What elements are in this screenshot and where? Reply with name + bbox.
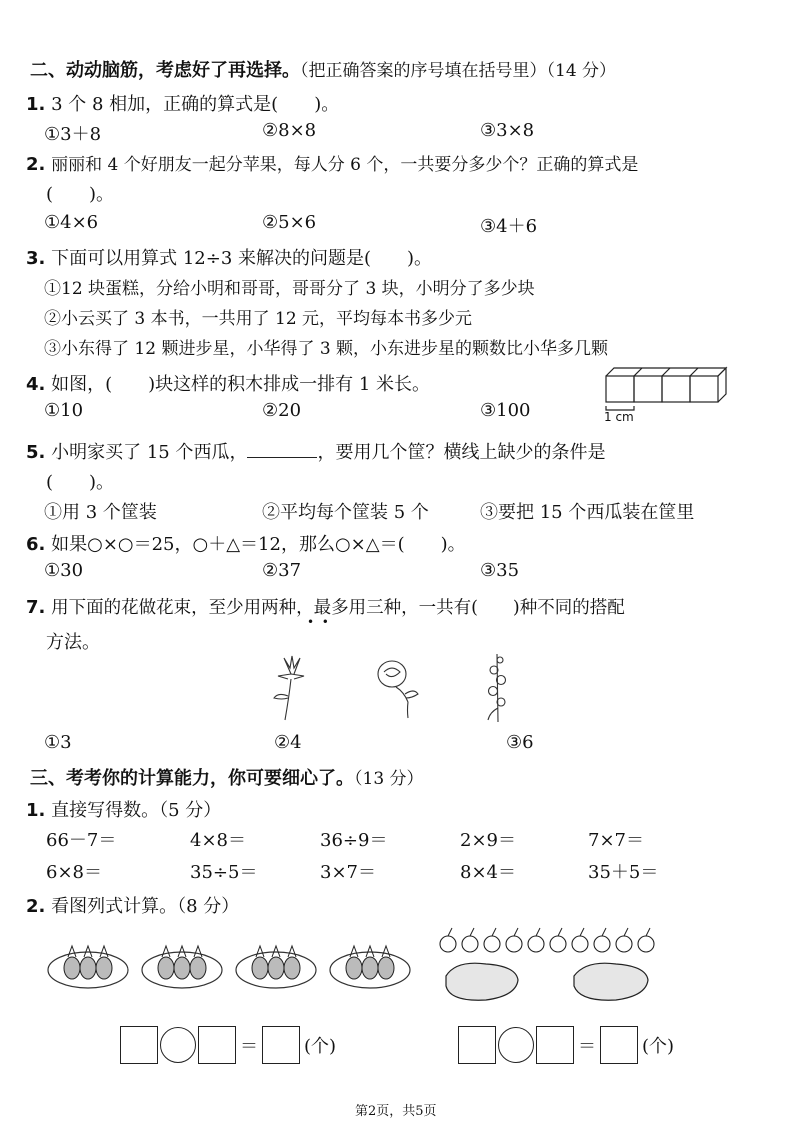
option-b: ②5×6 <box>262 212 317 233</box>
calc-item: 3×7＝ <box>320 862 376 883</box>
option-c: ③4＋6 <box>480 216 538 237</box>
option-c: ③100 <box>480 400 531 421</box>
answer-box[interactable] <box>458 1026 496 1064</box>
calc-item: 4×8＝ <box>190 830 246 851</box>
question-number: 5. <box>26 442 46 463</box>
question-number: 7. <box>26 597 46 618</box>
question-text-part1: 小明家买了 15 个西瓜， <box>51 442 248 463</box>
question-text: 下面可以用算式 12÷3 来解决的问题是( )。 <box>51 248 433 269</box>
option-b: ②8×8 <box>262 120 317 141</box>
unit-label: (个) <box>642 1036 675 1057</box>
fill-blank-line <box>247 443 317 458</box>
question-1 <box>26 90 339 116</box>
question-number: 6. <box>26 534 46 555</box>
unit-label: (个) <box>304 1036 337 1057</box>
subsection-number: 2. <box>26 896 46 917</box>
question-text: 用下面的花做花束，至少用两种，最多用三种，一共有( )种不同的搭配 <box>51 598 625 618</box>
question-text: 丽丽和 4 个好朋友一起分苹果，每人分 6 个，一共要分多少个？正确的算式是 <box>51 155 639 175</box>
option-a: ①30 <box>44 560 84 581</box>
calc-item: 36÷9＝ <box>320 830 388 851</box>
option-a: ①4×6 <box>44 212 99 233</box>
answer-box[interactable] <box>198 1026 236 1064</box>
question-number: 3. <box>26 248 46 269</box>
option-b: ②平均每个筐装 5 个 <box>262 502 429 523</box>
choice-c: ③小东得了 12 颗进步星，小华得了 3 颗，小东进步星的颗数比小华多几颗 <box>44 339 609 359</box>
operator-circle[interactable] <box>160 1027 196 1063</box>
question-number: 1. <box>26 94 46 115</box>
section-2-heading: 二、动动脑筋，考虑好了再选择。 <box>30 60 300 81</box>
question-5-line2: ( )。 <box>46 472 115 493</box>
answer-box[interactable] <box>120 1026 158 1064</box>
choice-a: ①12 块蛋糕，分给小明和哥哥，哥哥分了 3 块，小明分了多少块 <box>44 279 535 299</box>
option-a: ①用 3 个筐装 <box>44 502 157 523</box>
calc-item: 35÷5＝ <box>190 862 258 883</box>
equals-sign: ＝ <box>240 1036 258 1057</box>
question-text: 如图，( )块这样的积木排成一排有 1 米长。 <box>51 374 431 395</box>
option-c: ③35 <box>480 560 520 581</box>
page-footer: 第2页，共5页 <box>355 1104 437 1119</box>
section-2-title <box>30 56 616 82</box>
subsection-label: 看图列式计算。（8 分） <box>51 896 240 917</box>
calc-item: 2×9＝ <box>460 830 516 851</box>
calc-item: 35＋5＝ <box>588 862 659 883</box>
equals-sign: ＝ <box>578 1036 596 1057</box>
answer-box[interactable] <box>536 1026 574 1064</box>
question-text: 如果○×○＝25，○＋△＝12，那么○×△＝( )。 <box>51 534 466 555</box>
question-2-line2: ( )。 <box>46 184 115 205</box>
cube-size-label: 1 cm <box>604 410 634 424</box>
calc-item: 8×4＝ <box>460 862 516 883</box>
subsection-label: 直接写得数。（5 分） <box>51 800 222 821</box>
subsection-2 <box>26 892 239 918</box>
section-3-title <box>30 764 424 790</box>
option-b: ②37 <box>262 560 302 581</box>
option-a: ①3 <box>44 732 72 753</box>
choice-b: ②小云买了 3 本书，一共用了 12 元，平均每本书多少元 <box>44 309 473 329</box>
emphasis-dots: • • <box>307 615 329 629</box>
section-3-note: （13 分） <box>354 769 424 789</box>
question-text: 3 个 8 相加，正确的算式是( )。 <box>51 94 340 115</box>
option-a: ①10 <box>44 400 84 421</box>
calc-item: 6×8＝ <box>46 862 102 883</box>
question-3 <box>26 244 432 270</box>
calc-item: 7×7＝ <box>588 830 644 851</box>
calc-item: 66－7＝ <box>46 830 117 851</box>
question-7-line2: 方法。 <box>46 632 100 653</box>
question-4 <box>26 370 430 396</box>
subsection-1 <box>26 796 221 822</box>
operator-circle[interactable] <box>498 1027 534 1063</box>
answer-box[interactable] <box>262 1026 300 1064</box>
pineapple-plates-figure <box>46 930 436 1000</box>
question-number: 4. <box>26 374 46 395</box>
subsection-number: 1. <box>26 800 46 821</box>
lily-icon <box>266 652 316 722</box>
question-5 <box>26 438 605 464</box>
section-2-note: （把正确答案的序号填在括号里）（14 分） <box>300 61 617 81</box>
cherry-plates-figure <box>436 924 676 1014</box>
option-c: ③要把 15 个西瓜装在筐里 <box>480 502 695 523</box>
option-b: ②20 <box>262 400 302 421</box>
option-c: ③3×8 <box>480 120 535 141</box>
section-3-heading: 三、考考你的计算能力，你可要细心了。 <box>30 768 354 789</box>
question-text-part2: ，要用几个筐？横线上缺少的条件是 <box>317 442 606 463</box>
question-2 <box>26 150 638 175</box>
answer-box[interactable] <box>600 1026 638 1064</box>
question-6 <box>26 530 466 556</box>
option-a: ①3＋8 <box>44 124 102 145</box>
option-c: ③6 <box>506 732 534 753</box>
option-b: ②4 <box>274 732 302 753</box>
rose-icon <box>374 654 424 720</box>
question-number: 2. <box>26 154 46 175</box>
gladiolus-icon <box>482 650 512 724</box>
